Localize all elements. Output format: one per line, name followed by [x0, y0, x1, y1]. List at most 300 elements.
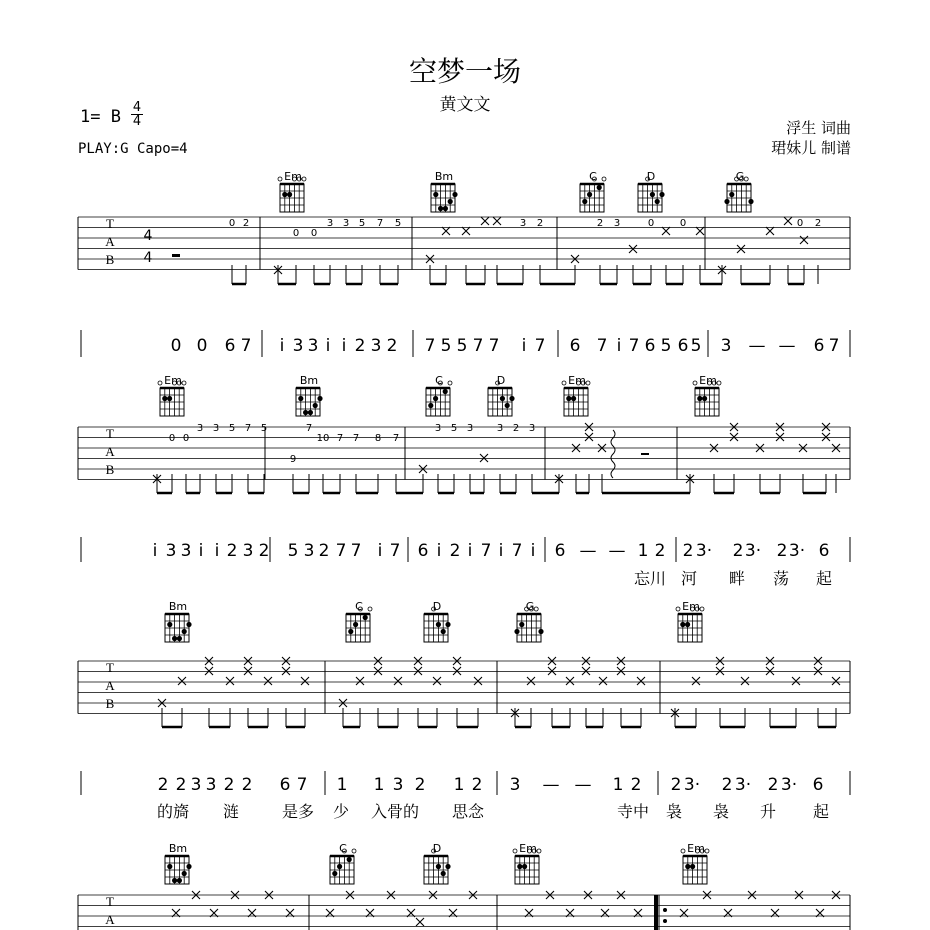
chord-name: Em — [699, 374, 717, 387]
tab-x-mark — [784, 217, 792, 225]
chord-name: C — [589, 170, 597, 183]
chord-name: D — [496, 374, 506, 387]
chord-dot — [353, 622, 358, 627]
jianpu-note: 0 — [196, 336, 208, 356]
tab-fret-number: 3 — [613, 218, 621, 229]
tab-x-mark — [617, 667, 625, 675]
jianpu-note: 3· — [695, 541, 713, 561]
lyric-text: 河 — [680, 569, 698, 588]
tab-x-mark — [599, 677, 607, 685]
chord-name: Bm — [434, 170, 454, 183]
chord-dot — [587, 192, 592, 197]
tab-x-mark — [737, 245, 745, 253]
jianpu-note: 2 — [670, 775, 682, 795]
tab-clef-b: B — [105, 696, 115, 711]
tab-x-mark — [178, 677, 186, 685]
tab-x-mark — [442, 227, 450, 235]
jianpu-note: 7 — [350, 541, 362, 561]
tab-x-mark — [453, 667, 461, 675]
jianpu-note: i — [498, 541, 504, 561]
chord-dot — [655, 199, 660, 204]
jianpu-note: 1 — [373, 775, 385, 795]
tab-fret-number: 0 — [647, 218, 655, 229]
transcriber: 珺妹儿 制谱 — [771, 139, 851, 157]
tab-clef-t: T — [106, 426, 114, 441]
lyric-text: 荡 — [772, 569, 790, 588]
tab-x-mark — [800, 236, 808, 244]
tab-x-mark — [776, 433, 784, 441]
chord-dot — [582, 199, 587, 204]
jianpu-note: 1 — [336, 775, 348, 795]
lyric-text: 畔 — [728, 569, 746, 588]
chord-dot — [522, 864, 527, 869]
chord-dot — [597, 185, 602, 190]
jianpu-note: 3 — [392, 775, 404, 795]
tab-clef-t: T — [106, 660, 114, 675]
chord-dot — [445, 622, 450, 627]
chord-name: C — [355, 600, 363, 613]
tab-fret-number: 0 — [310, 228, 318, 239]
chord-dot — [282, 192, 287, 197]
jianpu-note: 2 — [414, 775, 426, 795]
chord-dot — [514, 629, 519, 634]
rest-mark — [172, 254, 180, 257]
open-string — [368, 607, 372, 611]
tab-x-mark — [493, 217, 501, 225]
song-title: 空梦一场 — [408, 55, 521, 88]
jianpu-note: 3· — [683, 775, 701, 795]
tab-staff — [78, 895, 850, 930]
tab-fret-number: 0 — [679, 218, 687, 229]
tab-fret-number: 0 — [796, 218, 804, 229]
chord-name: G — [735, 170, 745, 183]
jianpu-note: 3· — [788, 541, 806, 561]
chord-dot — [162, 396, 167, 401]
jianpu-note: 5 — [690, 336, 702, 356]
jianpu-note: 1 — [637, 541, 649, 561]
jianpu-note: i — [436, 541, 442, 561]
tab-fret-number: 2 — [536, 218, 544, 229]
chord-dot — [702, 396, 707, 401]
lyric-text: 忘川 — [633, 569, 667, 588]
chord-dot — [433, 192, 438, 197]
jianpu-note: 5 — [660, 336, 672, 356]
tab-fret-number: 10 — [316, 433, 330, 444]
chord-dot — [298, 396, 303, 401]
chord-dot — [659, 192, 664, 197]
tab-clef-t: T — [106, 216, 114, 231]
chord-dot — [177, 636, 182, 641]
tab-x-mark — [766, 227, 774, 235]
chord-dot — [448, 199, 453, 204]
jianpu-note: 2 — [175, 775, 187, 795]
open-string — [158, 381, 162, 385]
jianpu-note: 2 — [449, 541, 461, 561]
open-string — [302, 177, 306, 181]
lyric-text: 思念 — [451, 802, 485, 821]
jianpu-note: i — [341, 336, 347, 356]
tab-x-mark — [527, 677, 535, 685]
tab-fret-number: 0 — [182, 433, 190, 444]
tab-x-mark — [566, 677, 574, 685]
open-string — [448, 381, 452, 385]
tab-fret-number: 2 — [512, 423, 520, 434]
jianpu-note: — — [748, 336, 766, 356]
tab-clef-b: B — [105, 462, 115, 477]
chord-dot — [697, 396, 702, 401]
jianpu-note: 7 — [240, 336, 252, 356]
tab-fret-number: 3 — [196, 423, 204, 434]
jianpu-note: 6 — [224, 336, 236, 356]
tab-x-mark — [637, 677, 645, 685]
tab-x-mark — [582, 667, 590, 675]
jianpu-note: 5 — [456, 336, 468, 356]
tab-x-mark — [474, 677, 482, 685]
lyric-text: 起 — [815, 569, 833, 588]
tab-x-mark — [822, 433, 830, 441]
chord-dot — [287, 192, 292, 197]
tab-x-mark — [414, 667, 422, 675]
open-string — [744, 177, 748, 181]
tab-fret-number: 0 — [168, 433, 176, 444]
tab-staff — [78, 661, 850, 714]
jianpu-note: 2 — [318, 541, 330, 561]
chord-dot — [177, 878, 182, 883]
jianpu-note: 7 — [424, 336, 436, 356]
tab-fret-number: 7 — [336, 433, 344, 444]
tab-x-mark — [730, 433, 738, 441]
chord-dot — [303, 410, 308, 415]
jianpu-note: 3 — [242, 541, 254, 561]
chord-dot — [186, 864, 191, 869]
chord-name: Em — [284, 170, 302, 183]
tab-x-mark — [301, 677, 309, 685]
tab-x-mark — [394, 677, 402, 685]
chord-dot — [363, 615, 368, 620]
chord-dot — [441, 629, 446, 634]
tab-x-mark — [374, 667, 382, 675]
chord-dot — [748, 199, 753, 204]
tab-fret-number: 5 — [450, 423, 458, 434]
tab-fret-number: 3 — [434, 423, 442, 434]
tab-x-mark — [585, 433, 593, 441]
jianpu-note: 6 — [813, 336, 825, 356]
time-sig-bottom: 4 — [132, 114, 142, 129]
tab-clef-t: T — [106, 894, 114, 909]
chord-dot — [433, 396, 438, 401]
jianpu-note: 6 — [644, 336, 656, 356]
tab-fret-number: 5 — [228, 423, 236, 434]
chord-dot — [308, 410, 313, 415]
jianpu-note: 3 — [180, 541, 192, 561]
chord-name: Bm — [168, 600, 188, 613]
chord-diagram — [165, 614, 192, 642]
jianpu-note: 3 — [370, 336, 382, 356]
jianpu-note: 3 — [292, 336, 304, 356]
tab-x-mark — [692, 677, 700, 685]
tab-x-mark — [696, 227, 704, 235]
jianpu-note: 2 — [223, 775, 235, 795]
repeat-dot — [663, 908, 667, 912]
chord-dot — [428, 403, 433, 408]
tab-fret-number: 3 — [528, 423, 536, 434]
chord-dot — [685, 864, 690, 869]
chord-dot — [167, 864, 172, 869]
chord-dot — [566, 396, 571, 401]
jianpu-note: 5 — [287, 541, 299, 561]
jianpu-note: i — [467, 541, 473, 561]
jianpu-note: 2 — [767, 775, 779, 795]
tab-x-mark — [282, 667, 290, 675]
lyric-text: 涟 — [222, 802, 240, 821]
chord-dot — [519, 622, 524, 627]
chord-diagram — [165, 856, 192, 884]
tab-fret-number: 9 — [289, 454, 297, 465]
jianpu-note: — — [608, 541, 626, 561]
chord-name: C — [339, 842, 347, 855]
jianpu-note: 5 — [440, 336, 452, 356]
jianpu-note: 3 — [720, 336, 732, 356]
jianpu-note: — — [574, 775, 592, 795]
tab-fret-number: 0 — [292, 228, 300, 239]
jianpu-note: i — [152, 541, 158, 561]
jianpu-note: — — [778, 336, 796, 356]
tab-fret-number: 3 — [466, 423, 474, 434]
tab-x-mark — [244, 667, 252, 675]
jianpu-note: 2 — [471, 775, 483, 795]
chord-dot — [571, 396, 576, 401]
tab-x-mark — [716, 667, 724, 675]
jianpu-note: 7 — [596, 336, 608, 356]
tab-x-mark — [832, 677, 840, 685]
repeat-dot — [663, 919, 667, 923]
jianpu-note: 3 — [165, 541, 177, 561]
tab-fret-number: 7 — [352, 433, 360, 444]
tab-staff — [78, 217, 850, 270]
jianpu-note: 3· — [780, 775, 798, 795]
chord-name: Bm — [168, 842, 188, 855]
chord-dot — [332, 871, 337, 876]
tab-clef-a: A — [105, 234, 115, 249]
chord-diagram — [431, 184, 458, 212]
chord-dot — [441, 871, 446, 876]
open-string — [513, 849, 517, 853]
lyric-text: 入骨的 — [370, 802, 420, 821]
key-signature: 1= B — [80, 107, 121, 127]
tab-x-mark — [433, 677, 441, 685]
jianpu-note: 7 — [472, 336, 484, 356]
chord-dot — [167, 622, 172, 627]
jianpu-note: 2 — [241, 775, 253, 795]
chord-dot — [172, 636, 177, 641]
tab-time-sig-bottom: 4 — [143, 250, 153, 266]
lyric-text: 起 — [812, 802, 830, 821]
chord-dot — [348, 629, 353, 634]
open-string — [586, 381, 590, 385]
open-string — [705, 849, 709, 853]
open-string — [700, 607, 704, 611]
chord-dot — [167, 396, 172, 401]
tab-x-mark — [226, 677, 234, 685]
chord-dot — [443, 206, 448, 211]
chord-dot — [347, 857, 352, 862]
tab-fret-number: 7 — [244, 423, 252, 434]
tab-x-mark — [741, 677, 749, 685]
jianpu-note: 3· — [734, 775, 752, 795]
tab-fret-number: 0 — [228, 218, 236, 229]
jianpu-note: 2 — [654, 541, 666, 561]
tab-fret-number: 3 — [519, 218, 527, 229]
jianpu-note: — — [542, 775, 560, 795]
lyric-text: 是多 — [281, 802, 315, 821]
jianpu-note: 6 — [279, 775, 291, 795]
jianpu-note: i — [325, 336, 331, 356]
jianpu-note: 2 — [258, 541, 270, 561]
chord-dot — [517, 864, 522, 869]
tab-x-mark — [264, 677, 272, 685]
tab-clef-a: A — [105, 444, 115, 459]
jianpu-note: 6 — [554, 541, 566, 561]
jianpu-note: i — [521, 336, 527, 356]
jianpu-note: 6 — [818, 541, 830, 561]
tab-fret-number: 7 — [392, 433, 400, 444]
jianpu-note: 7 — [488, 336, 500, 356]
chord-dot — [313, 403, 318, 408]
jianpu-note: 6 — [812, 775, 824, 795]
open-string — [693, 381, 697, 385]
tab-fret-number: 5 — [260, 423, 268, 434]
jianpu-note: i — [377, 541, 383, 561]
chord-dot — [680, 622, 685, 627]
lyric-text: 寺中 — [616, 802, 650, 821]
tab-x-mark — [416, 918, 424, 926]
chord-name: Em — [682, 600, 700, 613]
chord-dot — [685, 622, 690, 627]
tab-fret-number: 7 — [376, 218, 384, 229]
open-string — [534, 607, 538, 611]
tab-x-mark — [462, 227, 470, 235]
tab-fret-number: 3 — [342, 218, 350, 229]
jianpu-note: 7 — [335, 541, 347, 561]
tab-fret-number: 3 — [212, 423, 220, 434]
chord-dot — [172, 878, 177, 883]
jianpu-note: 1 — [612, 775, 624, 795]
chord-dot — [438, 206, 443, 211]
chord-dot — [452, 192, 457, 197]
chord-dot — [729, 192, 734, 197]
jianpu-note: 2 — [226, 541, 238, 561]
jianpu-note: 2 — [776, 541, 788, 561]
chord-diagram — [296, 388, 323, 416]
jianpu-note: 3 — [307, 336, 319, 356]
tab-clef-a: A — [105, 912, 115, 927]
open-string — [602, 177, 606, 181]
tab-fret-number: 3 — [326, 218, 334, 229]
chord-dot — [690, 864, 695, 869]
open-string — [717, 381, 721, 385]
open-string — [676, 607, 680, 611]
open-string — [352, 849, 356, 853]
chord-name: Bm — [299, 374, 319, 387]
tab-x-mark — [548, 667, 556, 675]
jianpu-note: 7 — [296, 775, 308, 795]
tab-x-mark — [814, 667, 822, 675]
time-sig-top: 4 — [132, 100, 142, 115]
jianpu-note: 6 — [417, 541, 429, 561]
jianpu-note: 2 — [386, 336, 398, 356]
jianpu-note: 7 — [534, 336, 546, 356]
tab-x-mark — [481, 217, 489, 225]
lyric-text: 少 — [332, 802, 350, 821]
chord-dot — [505, 403, 510, 408]
rest-mark — [641, 453, 649, 455]
chord-dot — [509, 396, 514, 401]
chord-dot — [182, 871, 187, 876]
jianpu-note: 2 — [157, 775, 169, 795]
lyric-text: 袅 — [665, 802, 683, 821]
chord-dot — [500, 396, 505, 401]
open-string — [278, 177, 282, 181]
jianpu-note: 7 — [480, 541, 492, 561]
capo-info: PLAY:G Capo=4 — [78, 141, 188, 157]
jianpu-note: 0 — [170, 336, 182, 356]
chord-name: D — [432, 842, 442, 855]
tab-time-sig-top: 4 — [143, 228, 153, 244]
open-string — [182, 381, 186, 385]
tab-fret-number: 8 — [374, 433, 382, 444]
singer-name: 黄文文 — [439, 95, 491, 115]
chord-dot — [443, 389, 448, 394]
chord-dot — [445, 864, 450, 869]
jianpu-note: 7 — [628, 336, 640, 356]
tab-staff — [78, 427, 850, 480]
chord-dot — [538, 629, 543, 634]
tab-fret-number: 2 — [242, 218, 250, 229]
chord-dot — [317, 396, 322, 401]
chord-name: Em — [164, 374, 182, 387]
jianpu-note: i — [530, 541, 536, 561]
lyricist-composer: 浮生 词曲 — [786, 119, 851, 137]
jianpu-note: 7 — [389, 541, 401, 561]
chord-name: G — [525, 600, 535, 613]
repeat-bar — [654, 895, 658, 930]
jianpu-note: 2 — [721, 775, 733, 795]
chord-dot — [650, 192, 655, 197]
tab-x-mark — [356, 677, 364, 685]
jianpu-note: 2 — [354, 336, 366, 356]
jianpu-note: 2 — [732, 541, 744, 561]
tab-clef-b: B — [105, 252, 115, 267]
jianpu-note: 3 — [509, 775, 521, 795]
tab-x-mark — [792, 677, 800, 685]
tab-x-mark — [480, 454, 488, 462]
jianpu-note: 1 — [453, 775, 465, 795]
chord-name: Em — [568, 374, 586, 387]
tab-x-mark — [205, 667, 213, 675]
tab-fret-number: 3 — [496, 423, 504, 434]
chord-name: Em — [519, 842, 537, 855]
tab-x-mark — [629, 245, 637, 253]
tab-x-mark — [766, 667, 774, 675]
jianpu-note: 6 — [677, 336, 689, 356]
tab-clef-a: A — [105, 678, 115, 693]
tab-x-mark — [662, 227, 670, 235]
jianpu-note: 2 — [682, 541, 694, 561]
chord-dot — [436, 864, 441, 869]
jianpu-note: 7 — [828, 336, 840, 356]
open-string — [681, 849, 685, 853]
lyric-text: 袅 — [712, 802, 730, 821]
